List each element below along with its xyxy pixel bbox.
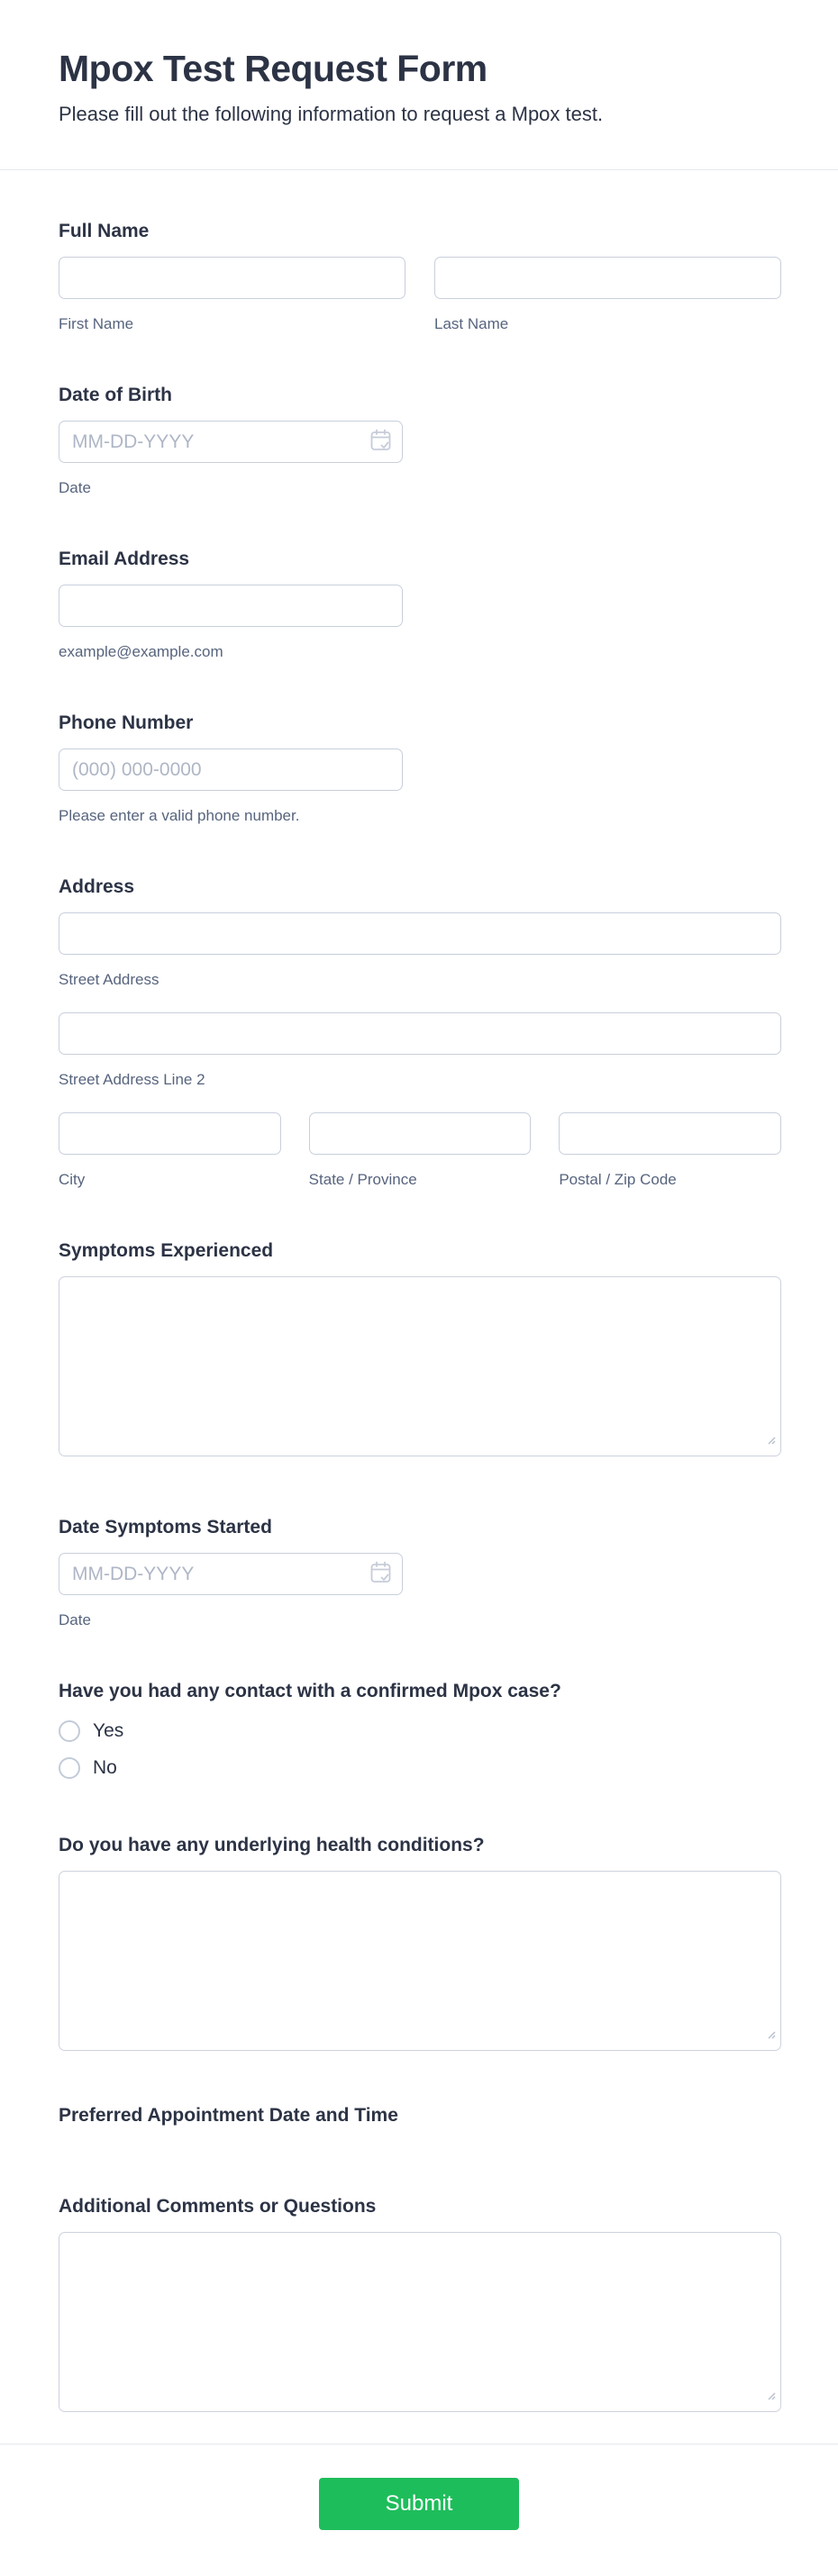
address-label: Address	[59, 876, 135, 897]
radio-option-yes-label: Yes	[93, 1720, 124, 1741]
full-name-row	[59, 257, 781, 333]
form-subtitle: Please fill out the following information to request a Mpox test.	[59, 103, 604, 125]
state-sublabel: State / Province	[308, 1171, 417, 1188]
submit-button[interactable]: Submit	[319, 2478, 519, 2530]
phone-input[interactable]	[59, 748, 403, 791]
street-address-sublabel: Street Address	[59, 971, 159, 988]
state-col	[309, 1112, 532, 1189]
question-date-of-birth	[59, 384, 781, 497]
symptoms-date-input-wrap	[59, 1553, 403, 1595]
phone-sublabel: Please enter a valid phone number.	[59, 807, 300, 824]
question-appointment	[59, 2104, 781, 2127]
street-address2-field	[59, 1012, 781, 1089]
question-contact	[59, 1680, 781, 1780]
last-name-sublabel: Last Name	[434, 315, 509, 332]
first-name-sublabel: First Name	[59, 315, 134, 332]
dob-sublabel: Date	[59, 479, 91, 496]
appointment-label: Preferred Appointment Date and Time	[59, 2105, 398, 2126]
radio-option-no[interactable]	[59, 1756, 781, 1780]
conditions-label: Do you have any underlying health conditions?	[59, 1835, 485, 1855]
dob-label: Date of Birth	[59, 385, 172, 405]
comments-textarea[interactable]	[59, 2232, 781, 2412]
symptoms-label: Symptoms Experienced	[59, 1240, 274, 1261]
symptoms-textarea[interactable]	[59, 1276, 781, 1456]
symptoms-date-input[interactable]	[59, 1553, 403, 1595]
street-address-field	[59, 912, 781, 989]
question-full-name	[59, 220, 781, 333]
radio-circle-icon[interactable]	[59, 1720, 80, 1742]
postal-input[interactable]	[559, 1112, 781, 1155]
form-body	[0, 170, 838, 2444]
postal-col	[559, 1112, 781, 1189]
comments-textarea-wrap	[59, 2232, 781, 2412]
city-input[interactable]	[59, 1112, 281, 1155]
contact-label: Have you had any contact with a confirmed Mpox case?	[59, 1681, 561, 1701]
city-col	[59, 1112, 281, 1189]
form-title: Mpox Test Request Form	[59, 48, 487, 89]
submit-section	[0, 2444, 838, 2576]
radio-option-no-label: No	[93, 1757, 117, 1778]
question-symptoms-date	[59, 1516, 781, 1629]
first-name-col	[59, 257, 405, 333]
symptoms-textarea-wrap	[59, 1276, 781, 1456]
comments-label: Additional Comments or Questions	[59, 2196, 377, 2217]
email-input[interactable]	[59, 585, 403, 627]
calendar-icon[interactable]	[370, 1561, 391, 1588]
city-sublabel: City	[59, 1171, 86, 1188]
street-address2-sublabel: Street Address Line 2	[59, 1071, 205, 1088]
question-email	[59, 548, 781, 661]
radio-option-yes[interactable]	[59, 1719, 781, 1743]
full-name-label: Full Name	[59, 221, 150, 241]
symptoms-date-sublabel: Date	[59, 1611, 91, 1628]
phone-label: Phone Number	[59, 712, 194, 733]
conditions-textarea[interactable]	[59, 1871, 781, 2051]
email-label: Email Address	[59, 549, 190, 569]
question-conditions	[59, 1834, 781, 2051]
last-name-col	[434, 257, 781, 333]
resize-grip-icon[interactable]	[763, 2388, 776, 2405]
question-symptoms	[59, 1239, 781, 1456]
radio-circle-icon[interactable]	[59, 1757, 80, 1779]
calendar-icon[interactable]	[370, 429, 391, 456]
question-address	[59, 875, 781, 1189]
state-input[interactable]	[309, 1112, 532, 1155]
conditions-textarea-wrap	[59, 1871, 781, 2051]
first-name-input[interactable]	[59, 257, 405, 299]
street-address2-input[interactable]	[59, 1012, 781, 1055]
dob-input-wrap	[59, 421, 403, 463]
email-sublabel: example@example.com	[59, 643, 223, 660]
dob-input[interactable]	[59, 421, 403, 463]
city-state-postal-row	[59, 1112, 781, 1189]
street-address-input[interactable]	[59, 912, 781, 955]
postal-sublabel: Postal / Zip Code	[559, 1171, 677, 1188]
symptoms-date-label: Date Symptoms Started	[59, 1517, 272, 1537]
resize-grip-icon[interactable]	[763, 2027, 776, 2044]
resize-grip-icon[interactable]	[763, 1432, 776, 1449]
question-comments	[59, 2195, 781, 2412]
question-phone	[59, 712, 781, 825]
last-name-input[interactable]	[434, 257, 781, 299]
form-header	[0, 0, 838, 170]
